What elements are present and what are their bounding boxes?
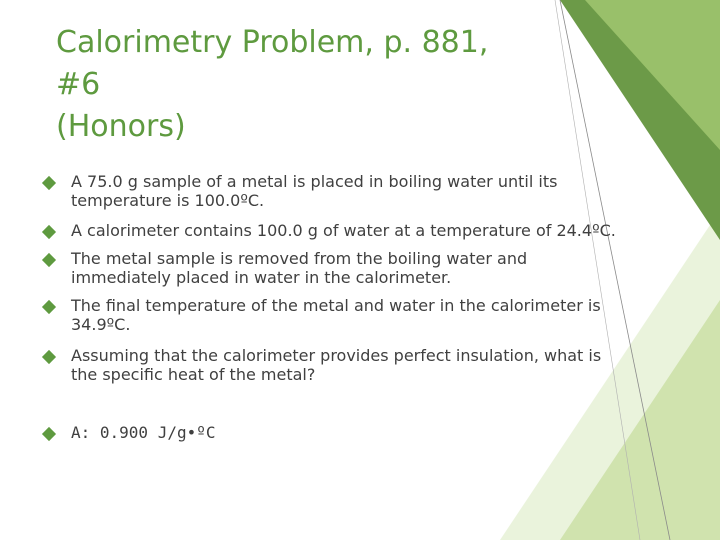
diamond-bullet-icon [42,253,56,267]
answer-text: A: 0.900 J/g•ºC [71,423,216,442]
diamond-bullet-icon [42,300,56,314]
bullet-text: The final temperature of the metal and water in the calorimeter is 34.9ºC. [71,296,601,334]
bullet-text: The metal sample is removed from the boiling water and immediately placed in water in the calorimeter. [71,249,528,287]
bullet-text: A calorimeter contains 100.0 g of water at a temperature of 24.4ºC. [71,221,616,240]
bullet-text: Assuming that the calorimeter provides perfect insulation, what is the specific heat of the metal? [71,346,602,384]
diamond-bullet-icon [42,350,56,364]
title-line-1: Calorimetry Problem, p. 881, [56,25,489,60]
bullet-text: A 75.0 g sample of a metal is placed in boiling water until its temperature is 100.0ºC. [71,172,558,210]
diamond-bullet-icon [42,427,56,441]
diamond-bullet-icon [42,225,56,239]
diamond-bullet-icon [42,176,56,190]
title-line-3: (Honors) [56,109,186,144]
title-line-2: #6 [56,67,101,102]
